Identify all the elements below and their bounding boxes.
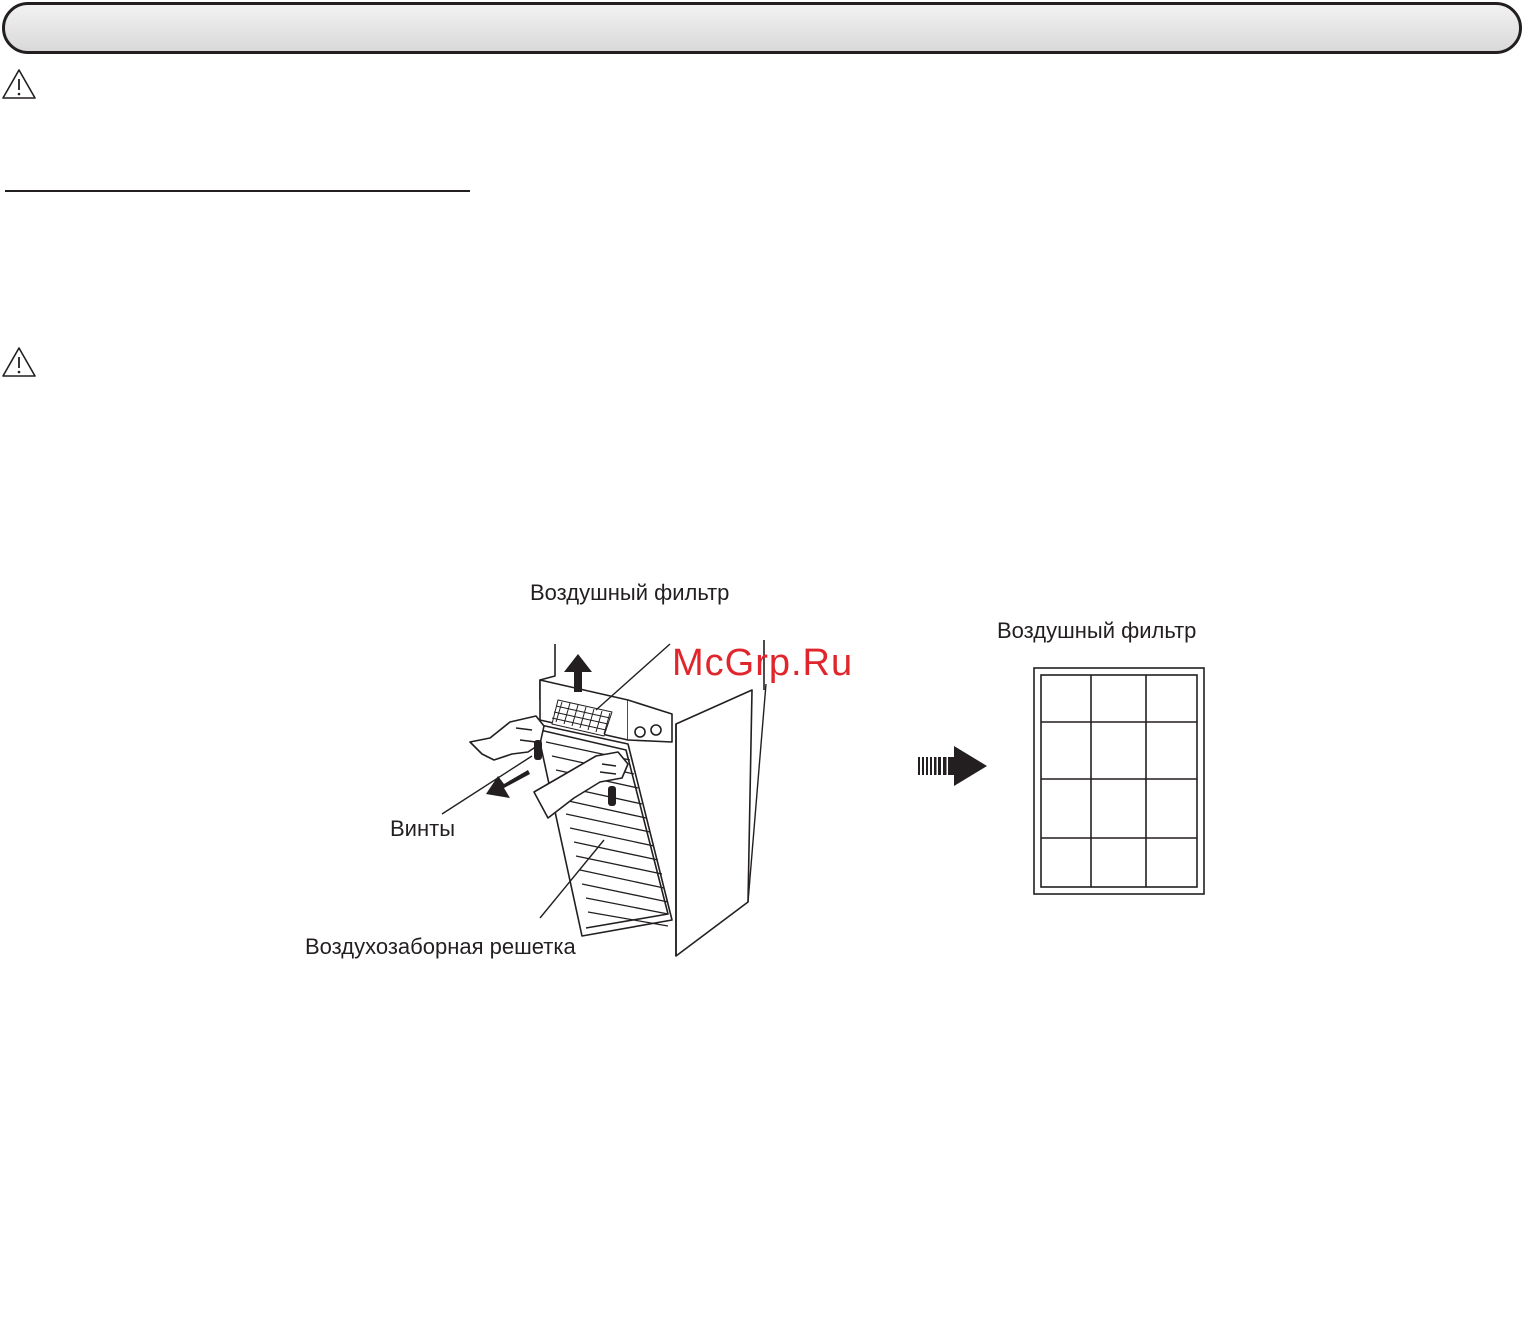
air-filter-drawing bbox=[1034, 668, 1204, 894]
screws-label: Винты bbox=[390, 816, 456, 841]
intake-grille-label: Воздухозаборная решетка bbox=[305, 934, 576, 959]
air-filter-label: Воздушный фильтр bbox=[530, 580, 730, 605]
watermark: McGrp.Ru bbox=[672, 642, 854, 684]
air-filter-label-right: Воздушный фильтр bbox=[997, 618, 1197, 643]
arrow-right-icon bbox=[918, 746, 987, 786]
